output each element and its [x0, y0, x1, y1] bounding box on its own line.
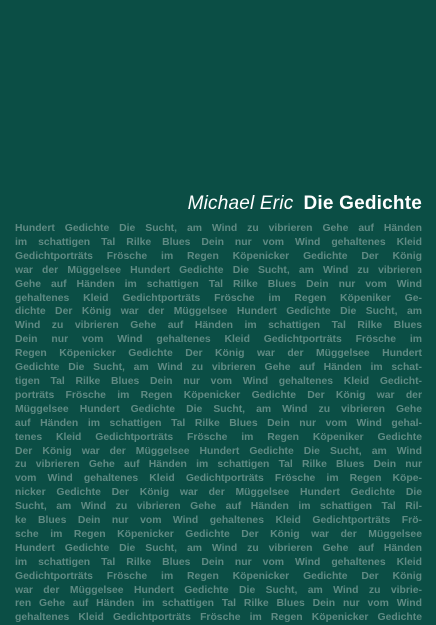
cover-text-line: war der Müggelsee Hundert Gedichte Die Sucht, am Wind zu vibrieren	[15, 264, 422, 276]
cover-text-line: Müggelsee Hundert Gedichte Die Sucht, am Wind zu vibrieren Gehe	[15, 403, 422, 415]
cover-text-line: Regen Köpenicker Gedichte Der König war der Müggelsee Hundert	[15, 348, 422, 360]
cover-text-line: auf Händen im schattigen Tal Rilke Blues Dein nur vom Wind gehal-	[15, 417, 422, 429]
cover-text-line: im schattigen Tal Rilke Blues Dein nur vom Wind gehaltenes Kleid	[15, 236, 422, 248]
cover-text-line: Hundert Gedichte Die Sucht, am Wind zu vibrieren Gehe auf Händen	[15, 542, 422, 554]
cover-text-line: Wind zu vibrieren Gehe auf Händen im schattigen Tal Rilke Blues	[15, 320, 422, 332]
cover-text-line: gehaltenes Kleid Gedichtporträts Frösche im Regen Köpeniker Ge-	[15, 292, 422, 304]
cover-text-line: Gedichtporträts Frösche im Regen Köpenicker Gedichte Der König	[15, 250, 422, 262]
cover-text-block	[15, 222, 422, 625]
title-line	[0, 192, 422, 216]
cover-text-line: war der Müggelsee Hundert Gedichte Die Sucht, am Wind zu vibrie-	[15, 584, 422, 596]
book-title: Die Gedichte	[303, 193, 422, 214]
cover-text-line: vom Wind gehaltenes Kleid Gedichtporträts Frösche im Regen Köpe-	[15, 473, 422, 485]
cover-text-line: im schattigen Tal Rilke Blues Dein nur vom Wind gehaltenes Kleid	[15, 556, 422, 568]
cover-text-line: Hundert Gedichte Die Sucht, am Wind zu vibrieren Gehe auf Händen	[15, 223, 422, 234]
cover-text-line: zu vibrieren Gehe auf Händen im schattigen Tal Rilke Blues Dein nur	[15, 459, 422, 471]
cover-text-line: Gedichte Die Sucht, am Wind zu vibrieren Gehe auf Händen im schat-	[15, 362, 422, 374]
cover-text-line: dichte Der König war der Müggelsee Hundert Gedichte Die Sucht, am	[15, 306, 422, 318]
cover-text-line: ke Blues Dein nur vom Wind gehaltenes Kleid Gedichtporträts Frö-	[15, 515, 422, 527]
cover-text-line: Gedichtporträts Frösche im Regen Köpenicker Gedichte Der König	[15, 570, 422, 582]
cover-text-line: gehaltenes Kleid Gedichtporträts Frösche im Regen Köpenicker Gedichte	[15, 612, 422, 624]
cover-text-line: sche im Regen Köpenicker Gedichte Der König war der Müggelsee	[15, 528, 422, 540]
cover-text-line: nicker Gedichte Der König war der Müggelsee Hundert Gedichte Die	[15, 487, 422, 499]
cover-text-line: porträts Frösche im Regen Köpenicker Gedichte Der König war der	[15, 389, 422, 401]
cover-text-line: ren Gehe auf Händen im schattigen Tal Rilke Blues Dein nur vom Wind	[15, 598, 422, 610]
cover-text-line: Gehe auf Händen im schattigen Tal Rilke Blues Dein nur vom Wind	[15, 278, 422, 290]
author-name: Michael Eric	[187, 193, 294, 214]
cover-text-line: tigen Tal Rilke Blues Dein nur vom Wind gehaltenes Kleid Gedicht-	[15, 375, 422, 387]
cover-text-line: tenes Kleid Gedichtporträts Frösche im Regen Köpeniker Gedichte	[15, 431, 422, 443]
cover-text-line: Der König war der Müggelsee Hundert Gedichte Die Sucht, am Wind	[15, 445, 422, 457]
cover-text-line: Dein nur vom Wind gehaltenes Kleid Gedichtporträts Frösche im	[15, 334, 422, 346]
cover-text-line: Sucht, am Wind zu vibrieren Gehe auf Händen im schattigen Tal Ril-	[15, 501, 422, 513]
